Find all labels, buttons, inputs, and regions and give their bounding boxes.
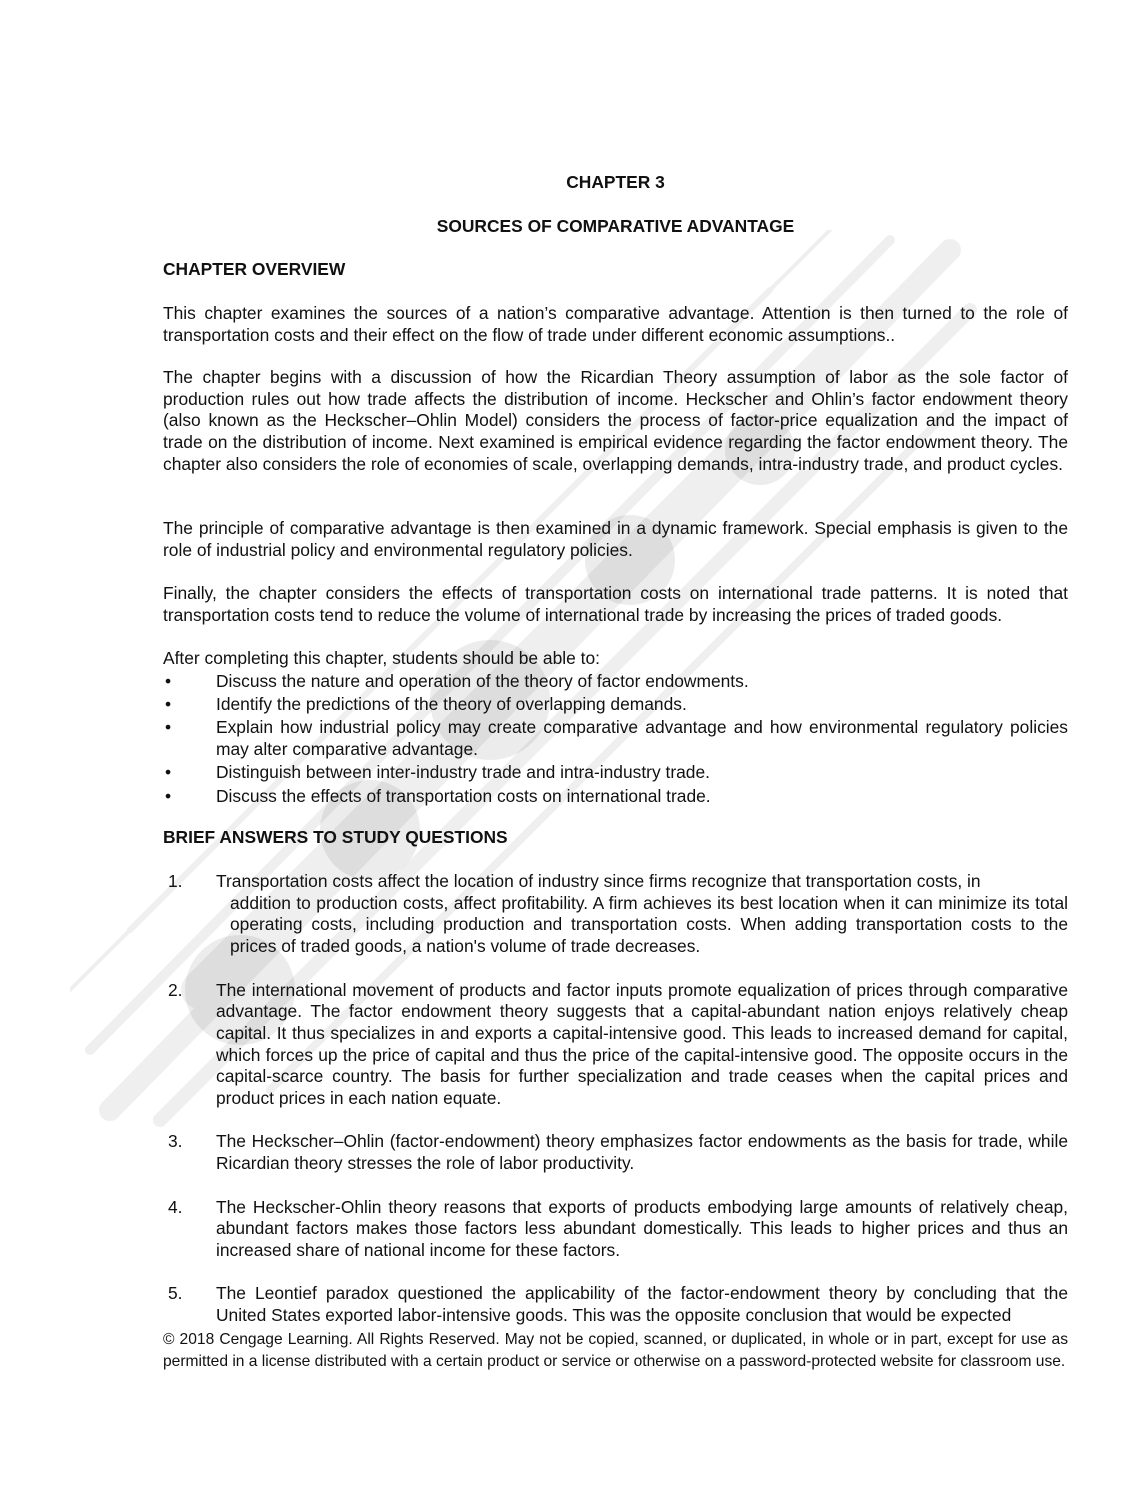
list-item [163, 1131, 1068, 1174]
overview-paragraph-3: The principle of comparative advantage is then examined in a dynamic framework. Special emphasis is given to the role of industrial policy and environmental regulatory policies. [163, 518, 1068, 560]
answers-heading: BRIEF ANSWERS TO STUDY QUESTIONS [163, 827, 508, 847]
overview-paragraph-2: The chapter begins with a discussion of how the Ricardian Theory assumption of labor as the sole factor of production rules out how trade affects the distribution of income. Heckscher and Ohlin’s factor endowment theory (also known as the Heckscher–Ohlin Model) considers the process of factor-price equalization and the impact of trade on the distribution of income. Next examined is empirical evidence regarding the factor endowment theory. The chapter also considers the role of economies of scale, overlapping demands, intra-industry trade, and product cycles. [163, 367, 1068, 474]
answer-text: The Heckscher–Ohlin (factor-endowment) theory emphasizes factor endowments as the basis for trade, while Ricardian theory stresses the role of labor productivity. [216, 1131, 1068, 1174]
list-item [163, 1197, 1068, 1262]
chapter-title-text: SOURCES OF COMPARATIVE ADVANTAGE [436, 216, 795, 236]
answer-text: The Leontief paradox questioned the applicability of the factor-endowment theory by concluding that the United States exported labor-intensive goods. This was the opposite conclusion that would be expected [216, 1283, 1068, 1325]
list-item [163, 717, 1068, 760]
answer-number: 4. [168, 1196, 183, 1217]
bullet-icon: • [165, 762, 172, 783]
chapter-number-text: CHAPTER 3 [566, 172, 665, 192]
answers-list [163, 871, 1068, 1348]
overview-paragraph-1: This chapter examines the sources of a nation’s comparative advantage. Attention is then turned to the role of transportation costs and their effect on the flow of trade under different economic assumptions.. [163, 303, 1068, 345]
bullet-icon: • [165, 785, 172, 806]
overview-paragraph-4: Finally, the chapter considers the effects of transportation costs on international trade patterns. It is noted that transportation costs tend to reduce the volume of international trade by increasing the prices of traded goods. [163, 583, 1068, 625]
objective-text: Discuss the nature and operation of the theory of factor endowments. [216, 671, 749, 691]
objectives-list [163, 671, 1068, 807]
answer-number: 1. [168, 871, 183, 891]
bullet-icon: • [165, 671, 172, 691]
objective-text: Identify the predictions of the theory of overlapping demands. [216, 694, 687, 715]
overview-heading: CHAPTER OVERVIEW [163, 259, 346, 279]
answer-text-continued: addition to production costs, affect profitability. A firm achieves its best location when it can minimize its total operating costs, including production and transportation costs. When adding transportation costs to the prices of traded goods, a nation's volume of trade decreases. [230, 892, 1068, 957]
list-item [163, 1283, 1068, 1326]
objectives-intro: After completing this chapter, students should be able to: [163, 648, 600, 668]
chapter-title [163, 216, 1068, 238]
objective-text: Explain how industrial policy may create comparative advantage and how environmental regulatory policies may alter comparative advantage. [216, 717, 1068, 760]
chapter-number [163, 172, 1068, 194]
bullet-icon: • [165, 717, 172, 738]
list-item [163, 871, 1068, 958]
list-item [163, 671, 1068, 693]
list-item [163, 762, 1068, 784]
list-item [163, 980, 1068, 1110]
answer-number: 3. [168, 1131, 183, 1152]
answer-number: 5. [168, 1283, 183, 1304]
list-item [163, 786, 1068, 808]
objective-text: Distinguish between inter-industry trade and intra-industry trade. [216, 762, 710, 783]
answer-text-first-line: Transportation costs affect the location of industry since firms recognize that transportation costs, in [216, 871, 981, 891]
answer-number: 2. [168, 979, 183, 1000]
answer-text: The international movement of products and factor inputs promote equalization of prices through comparative advantage. The factor endowment theory suggests that a capital-abundant nation enjoys relatively cheap capital. It thus specializes in and exports a capital-intensive good. This leads to increased demand for capital, which forces up the price of capital and thus the price of the capital-intensive good. The opposite occurs in the capital-scarce country. The basis for further specialization and trade ceases when the capital prices and product prices in each nation equate. [216, 979, 1068, 1109]
answer-text: The Heckscher-Ohlin theory reasons that exports of products embodying large amounts of relatively cheap, abundant factors makes those factors less abundant domestically. This leads to higher prices and thus an increased share of national income for these factors. [216, 1196, 1068, 1260]
list-item [163, 694, 1068, 716]
objective-text: Discuss the effects of transportation costs on international trade. [216, 785, 711, 806]
copyright-footer: © 2018 Cengage Learning. All Rights Reserved. May not be copied, scanned, or duplicated, in whole or in part, except for use as permitted in a license distributed with a certain product or service or otherwise on a password-protected website for classroom use. [163, 1331, 1068, 1371]
bullet-icon: • [165, 694, 172, 715]
